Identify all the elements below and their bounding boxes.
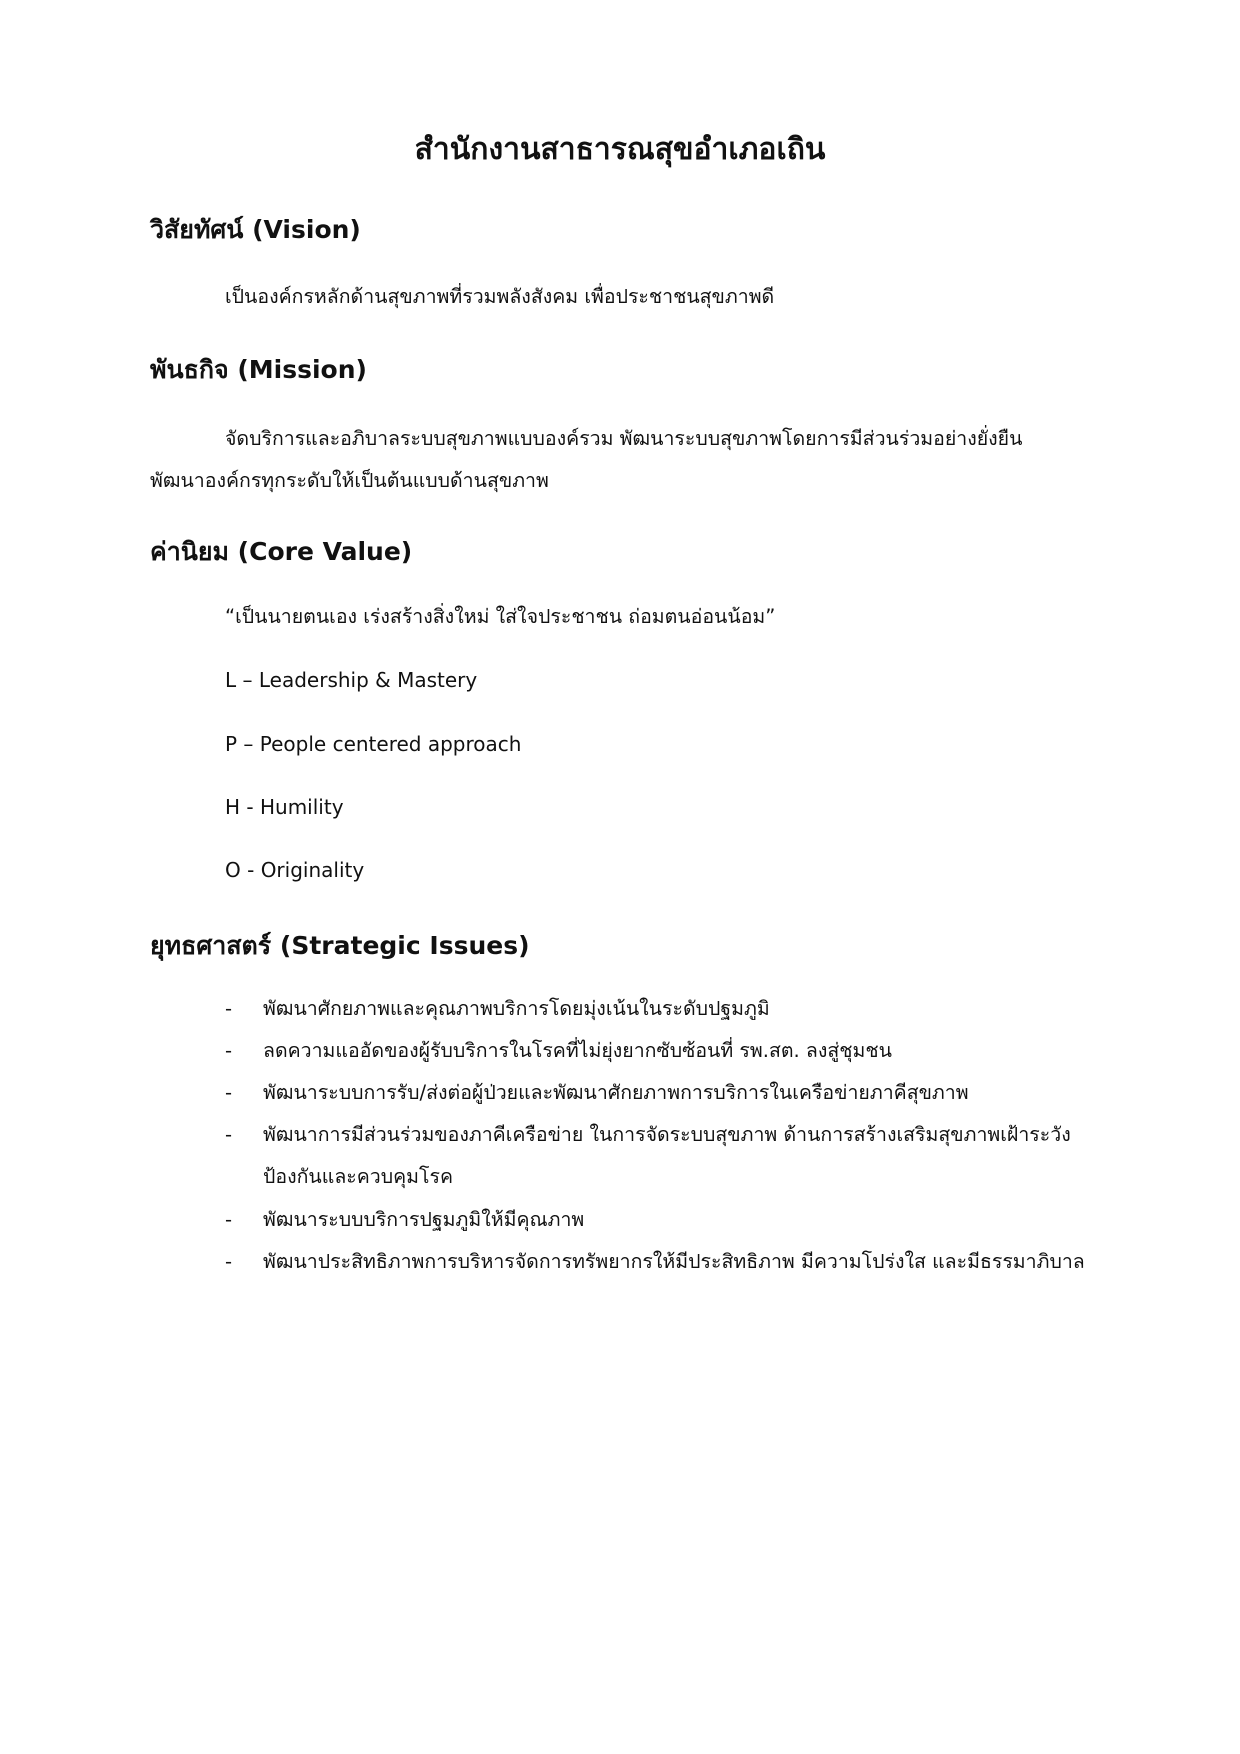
core-value-text: Humility bbox=[259, 795, 344, 819]
list-item-text: ลดความแออัดของผู้รับบริการในโรคที่ไม่ยุ่งยากซับซ้อนที่ รพ.สต. ลงสู่ชุมชน bbox=[263, 1039, 892, 1062]
list-item-text: พัฒนาศักยภาพและคุณภาพบริการโดยมุ่งเน้นในระดับปฐมภูมิ bbox=[263, 997, 770, 1020]
core-value-separator: – bbox=[237, 732, 260, 756]
strategy-heading: ยุทธศาสตร์ (Strategic Issues) bbox=[150, 931, 530, 960]
core-value-text: Originality bbox=[260, 858, 365, 882]
core-value-text: Leadership & Mastery bbox=[258, 668, 478, 692]
core-value-letter: L bbox=[225, 668, 237, 692]
core-value-text: People centered approach bbox=[259, 732, 522, 756]
list-item-text: พัฒนาการมีส่วนร่วมของภาคีเครือข่าย ในการจัดระบบสุขภาพ ด้านการสร้างเสริมสุขภาพเฝ้าระวังป้องกันและควบคุมโรค bbox=[263, 1123, 1071, 1188]
core-value-letter: P bbox=[225, 732, 238, 756]
core-value-letter: H bbox=[225, 795, 241, 819]
core-value-separator: – bbox=[236, 668, 259, 692]
vision-text: เป็นองค์กรหลักด้านสุขภาพที่รวมพลังสังคม เพื่อประชาชนสุขภาพดี bbox=[225, 285, 775, 308]
list-bullet: - bbox=[225, 997, 233, 1020]
core-value-separator: - bbox=[240, 795, 260, 819]
list-bullet: - bbox=[225, 1123, 233, 1146]
list-bullet: - bbox=[225, 1250, 233, 1273]
vision-heading: วิสัยทัศน์ (Vision) bbox=[150, 215, 361, 244]
list-bullet: - bbox=[225, 1081, 233, 1104]
mission-text-line-1: จัดบริการและอภิบาลระบบสุขภาพแบบองค์รวม พัฒนาระบบสุขภาพโดยการมีส่วนร่วมอย่างยั่งยืน bbox=[225, 427, 1023, 450]
core-value-heading: ค่านิยม (Core Value) bbox=[150, 537, 413, 566]
core-value-item bbox=[225, 732, 521, 756]
mission-text-line-2: พัฒนาองค์กรทุกระดับให้เป็นต้นแบบด้านสุขภาพ bbox=[150, 469, 549, 492]
list-item-text: พัฒนาระบบบริการปฐมภูมิให้มีคุณภาพ bbox=[263, 1208, 585, 1231]
core-value-separator: - bbox=[240, 858, 261, 882]
core-value-quote: “เป็นนายตนเอง เร่งสร้างสิ่งใหม่ ใส่ใจประชาชน ถ่อมตนอ่อนน้อม” bbox=[225, 605, 776, 628]
mission-heading: พันธกิจ (Mission) bbox=[150, 355, 367, 384]
list-item-text: พัฒนาประสิทธิภาพการบริหารจัดการทรัพยากรให้มีประสิทธิภาพ มีความโปร่งใส และมีธรรมาภิบาล bbox=[263, 1250, 1085, 1273]
core-value-letter: O bbox=[225, 858, 241, 882]
list-bullet: - bbox=[225, 1208, 233, 1231]
page-title: สำนักงานสาธารณสุขอำเภอเถิน bbox=[414, 132, 826, 167]
core-value-item bbox=[225, 668, 477, 692]
list-bullet: - bbox=[225, 1039, 233, 1062]
core-value-item bbox=[225, 858, 364, 882]
list-item-text: พัฒนาระบบการรับ/ส่งต่อผู้ป่วยและพัฒนาศักยภาพการบริการในเครือข่ายภาคีสุขภาพ bbox=[263, 1081, 969, 1104]
core-value-item bbox=[225, 795, 344, 819]
